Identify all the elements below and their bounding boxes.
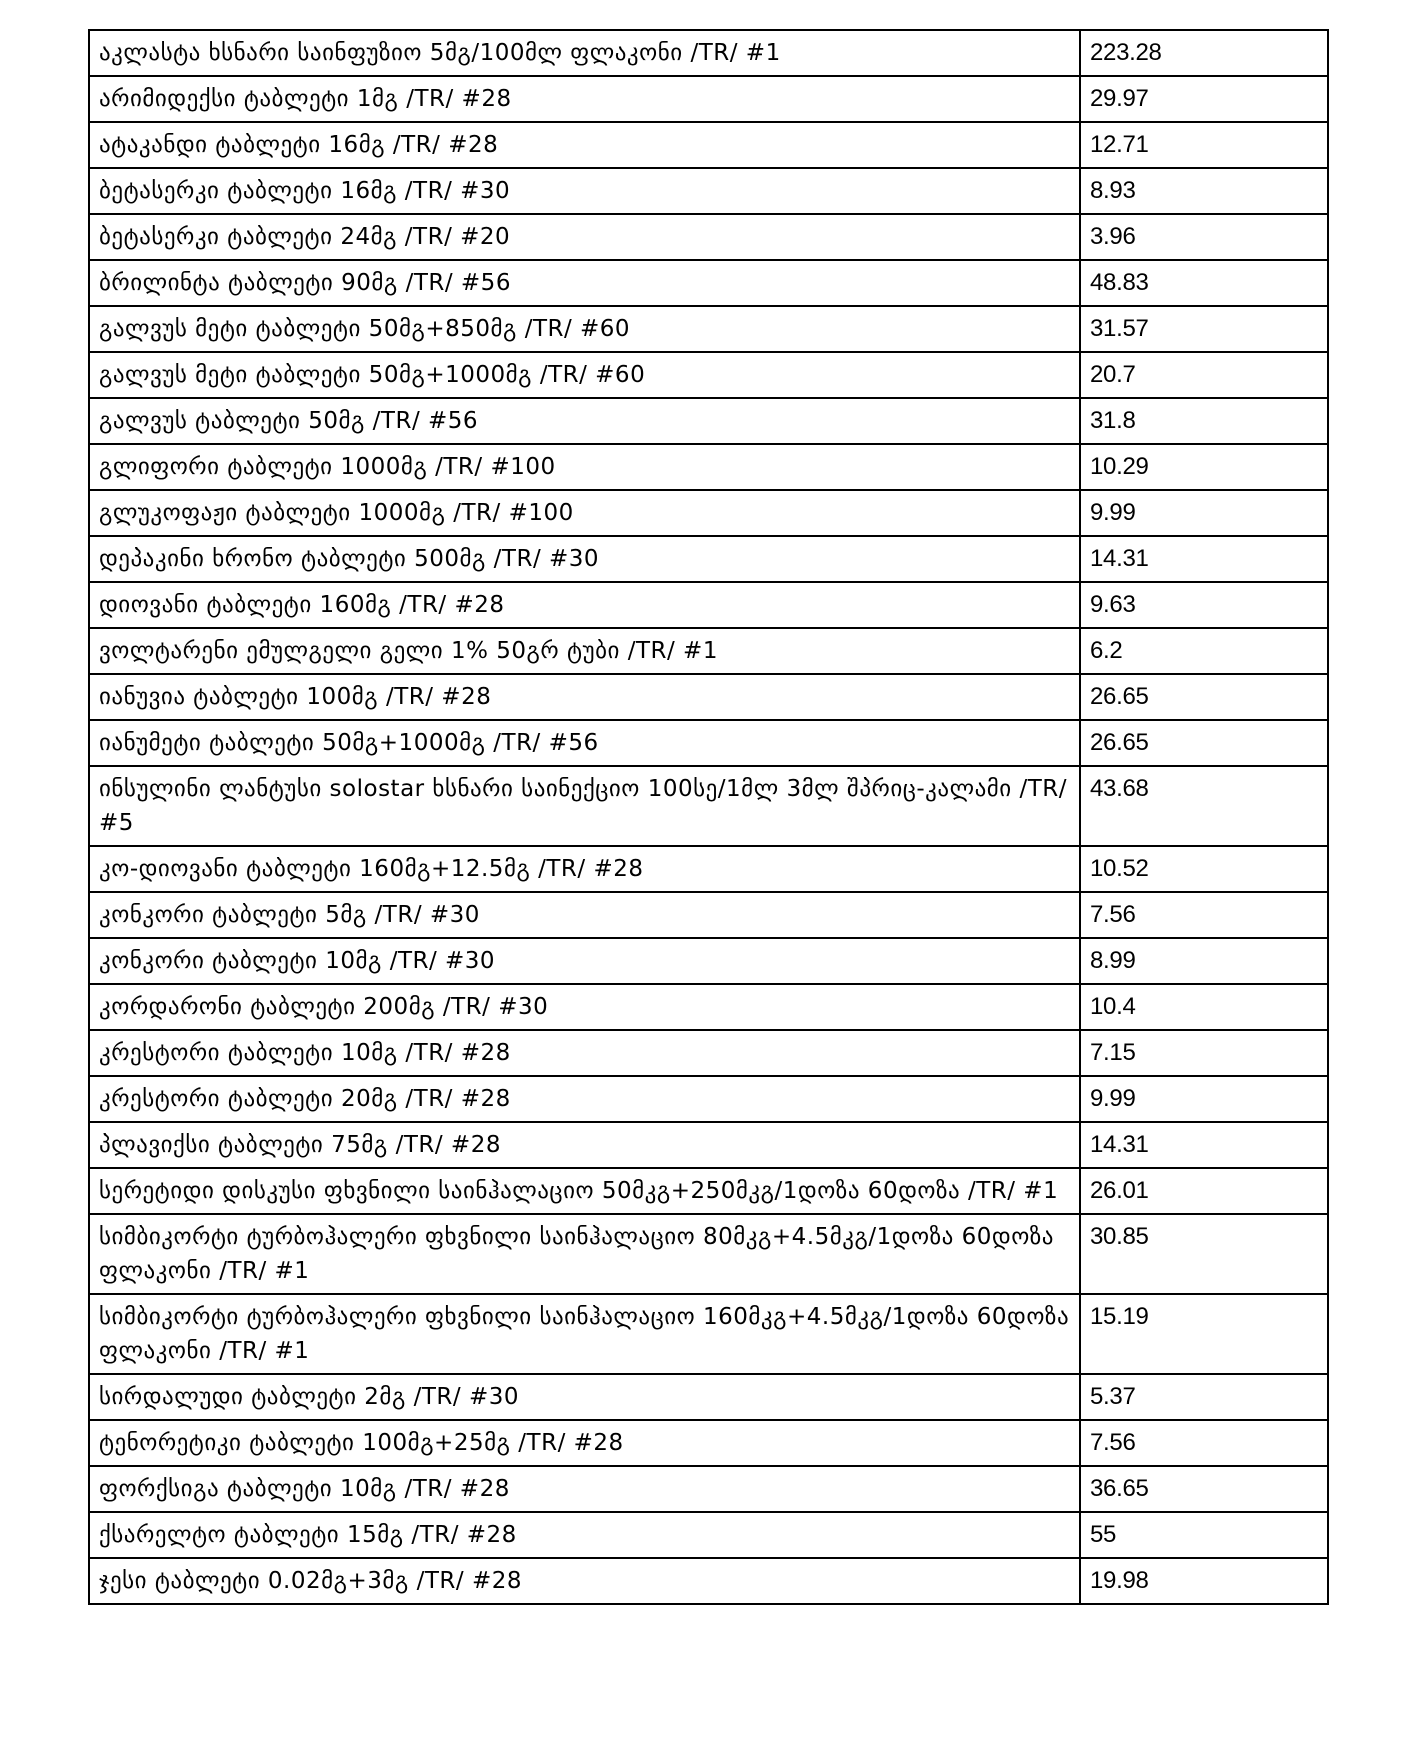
table-row [89,1558,1328,1604]
product-name-cell: აკლასტა ხსნარი საინფუზიო 5მგ/100მლ ფლაკონი /TR/ #1 [89,30,1080,76]
price-cell: 14.31 [1080,536,1328,582]
price-cell: 223.28 [1080,30,1328,76]
price-cell: 6.2 [1080,628,1328,674]
table-row [89,1294,1328,1374]
price-cell: 15.19 [1080,1294,1328,1374]
product-name-cell: ბრილინტა ტაბლეტი 90მგ /TR/ #56 [89,260,1080,306]
product-name-cell: გლუკოფაჟი ტაბლეტი 1000მგ /TR/ #100 [89,490,1080,536]
price-cell: 7.15 [1080,1030,1328,1076]
product-name-cell: არიმიდექსი ტაბლეტი 1მგ /TR/ #28 [89,76,1080,122]
price-cell: 26.01 [1080,1168,1328,1214]
product-name-cell: დეპაკინი ხრონო ტაბლეტი 500მგ /TR/ #30 [89,536,1080,582]
table-row [89,1374,1328,1420]
product-name-cell: სიმბიკორტი ტურბოჰალერი ფხვნილი საინჰალაციო 80მკგ+4.5მკგ/1დოზა 60დოზა ფლაკონი /TR/ #1 [89,1214,1080,1294]
product-name-cell: დიოვანი ტაბლეტი 160მგ /TR/ #28 [89,582,1080,628]
table-row [89,582,1328,628]
price-cell: 30.85 [1080,1214,1328,1294]
product-name-cell: პლავიქსი ტაბლეტი 75მგ /TR/ #28 [89,1122,1080,1168]
product-name-cell: გალვუს მეტი ტაბლეტი 50მგ+1000მგ /TR/ #60 [89,352,1080,398]
price-cell: 48.83 [1080,260,1328,306]
table-row [89,1512,1328,1558]
table-row [89,76,1328,122]
price-cell: 31.57 [1080,306,1328,352]
table-row [89,1168,1328,1214]
price-cell: 8.93 [1080,168,1328,214]
table-row [89,1076,1328,1122]
product-name-cell: გალვუს მეტი ტაბლეტი 50მგ+850მგ /TR/ #60 [89,306,1080,352]
table-row [89,846,1328,892]
table-row [89,1122,1328,1168]
table-row [89,628,1328,674]
product-name-cell: იანუმეტი ტაბლეტი 50მგ+1000მგ /TR/ #56 [89,720,1080,766]
product-name-cell: ატაკანდი ტაბლეტი 16მგ /TR/ #28 [89,122,1080,168]
table-row [89,398,1328,444]
price-cell: 8.99 [1080,938,1328,984]
price-cell: 7.56 [1080,892,1328,938]
price-cell: 9.99 [1080,1076,1328,1122]
product-name-cell: ბეტასერკი ტაბლეტი 24მგ /TR/ #20 [89,214,1080,260]
table-row [89,984,1328,1030]
price-cell: 3.96 [1080,214,1328,260]
product-name-cell: გლიფორი ტაბლეტი 1000მგ /TR/ #100 [89,444,1080,490]
price-cell: 29.97 [1080,76,1328,122]
price-cell: 9.63 [1080,582,1328,628]
table-row [89,720,1328,766]
price-cell: 10.4 [1080,984,1328,1030]
price-cell: 19.98 [1080,1558,1328,1604]
table-row [89,1214,1328,1294]
price-cell: 31.8 [1080,398,1328,444]
price-cell: 10.29 [1080,444,1328,490]
product-name-cell: ფორქსიგა ტაბლეტი 10მგ /TR/ #28 [89,1466,1080,1512]
product-name-cell: კრესტორი ტაბლეტი 10მგ /TR/ #28 [89,1030,1080,1076]
product-name-cell: იანუვია ტაბლეტი 100მგ /TR/ #28 [89,674,1080,720]
price-cell: 12.71 [1080,122,1328,168]
table-row [89,674,1328,720]
product-name-cell: სერეტიდი დისკუსი ფხვნილი საინჰალაციო 50მკგ+250მკგ/1დოზა 60დოზა /TR/ #1 [89,1168,1080,1214]
table-row [89,892,1328,938]
product-name-cell: გალვუს ტაბლეტი 50მგ /TR/ #56 [89,398,1080,444]
price-cell: 9.99 [1080,490,1328,536]
table-row [89,260,1328,306]
table-row [89,352,1328,398]
product-name-cell: ჯესი ტაბლეტი 0.02მგ+3მგ /TR/ #28 [89,1558,1080,1604]
table-row [89,1030,1328,1076]
table-row [89,122,1328,168]
table-row [89,214,1328,260]
table-row [89,766,1328,846]
product-name-cell: კონკორი ტაბლეტი 5მგ /TR/ #30 [89,892,1080,938]
table-row [89,306,1328,352]
price-cell: 43.68 [1080,766,1328,846]
table-row [89,168,1328,214]
table-row [89,1466,1328,1512]
price-table-body [89,30,1328,1604]
product-name-cell: ვოლტარენი ემულგელი გელი 1% 50გრ ტუბი /TR/ #1 [89,628,1080,674]
product-name-cell: ბეტასერკი ტაბლეტი 16მგ /TR/ #30 [89,168,1080,214]
product-name-cell: კრესტორი ტაბლეტი 20მგ /TR/ #28 [89,1076,1080,1122]
table-row [89,536,1328,582]
product-name-cell: კონკორი ტაბლეტი 10მგ /TR/ #30 [89,938,1080,984]
table-row [89,444,1328,490]
table-row [89,30,1328,76]
price-cell: 20.7 [1080,352,1328,398]
table-row [89,490,1328,536]
product-name-cell: ინსულინი ლანტუსი solostar ხსნარი საინექციო 100სე/1მლ 3მლ შპრიც-კალამი /TR/ #5 [89,766,1080,846]
table-row [89,1420,1328,1466]
price-cell: 5.37 [1080,1374,1328,1420]
table-row [89,938,1328,984]
product-name-cell: კორდარონი ტაბლეტი 200მგ /TR/ #30 [89,984,1080,1030]
price-cell: 26.65 [1080,720,1328,766]
product-name-cell: ტენორეტიკი ტაბლეტი 100მგ+25მგ /TR/ #28 [89,1420,1080,1466]
price-cell: 26.65 [1080,674,1328,720]
price-cell: 7.56 [1080,1420,1328,1466]
price-table [88,29,1329,1605]
price-cell: 10.52 [1080,846,1328,892]
product-name-cell: სირდალუდი ტაბლეტი 2მგ /TR/ #30 [89,1374,1080,1420]
price-cell: 14.31 [1080,1122,1328,1168]
product-name-cell: სიმბიკორტი ტურბოჰალერი ფხვნილი საინჰალაციო 160მკგ+4.5მკგ/1დოზა 60დოზა ფლაკონი /TR/ #1 [89,1294,1080,1374]
price-cell: 55 [1080,1512,1328,1558]
product-name-cell: ქსარელტო ტაბლეტი 15მგ /TR/ #28 [89,1512,1080,1558]
price-cell: 36.65 [1080,1466,1328,1512]
product-name-cell: კო-დიოვანი ტაბლეტი 160მგ+12.5მგ /TR/ #28 [89,846,1080,892]
